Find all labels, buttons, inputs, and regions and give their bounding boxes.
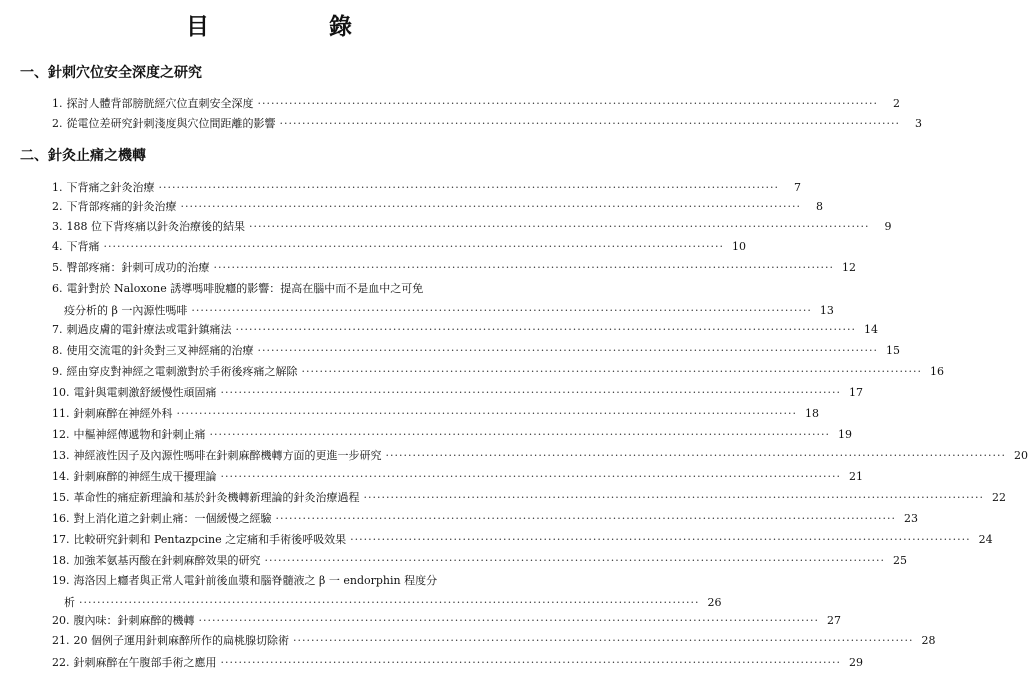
entry-title: 加強苯氨基丙酸在針刺麻醉效果的研究 — [73, 554, 261, 567]
entry-page-number: 2 — [893, 97, 901, 110]
leader-dots: ·········································································································································· — [350, 533, 971, 546]
entry-number: 21. — [52, 634, 70, 647]
leader-dots: ·········································································································································· — [257, 97, 879, 110]
entry-page-number: 16 — [930, 365, 945, 378]
entry-page-number: 19 — [838, 428, 853, 441]
entry-page-number: 20 — [1014, 449, 1028, 462]
entry-number: 22. — [52, 656, 70, 669]
entry-title: 腹內味：針刺麻醉的機轉 — [73, 614, 195, 627]
leader-dots: ·········································································································································· — [209, 428, 831, 441]
toc-entry[interactable] — [52, 200, 824, 214]
entry-page-number: 27 — [827, 614, 842, 627]
leader-dots: ·········································································································································· — [301, 365, 923, 378]
leader-dots: ·········································································································································· — [176, 407, 798, 420]
entry-title: 中樞神經傳遞物和針刺止痛 — [73, 428, 206, 441]
leader-dots: ·········································································································································· — [220, 470, 842, 483]
leader-dots: ·········································································································································· — [198, 614, 820, 627]
toc-entry[interactable] — [52, 533, 993, 547]
toc-entry[interactable] — [52, 554, 908, 568]
entry-page-number: 28 — [921, 634, 936, 647]
leader-dots: ·········································································································································· — [235, 323, 857, 336]
toc-entry[interactable] — [52, 282, 834, 318]
leader-dots: ·········································································································································· — [220, 386, 842, 399]
leader-dots: ·········································································································································· — [385, 449, 1007, 462]
entry-page-number: 21 — [849, 470, 864, 483]
section-heading: 二、針灸止痛之機轉 — [20, 148, 146, 164]
entry-page-number: 17 — [849, 386, 864, 399]
entry-page-number: 12 — [842, 261, 857, 274]
entry-title: 從電位差研究針刺淺度與穴位間距離的影響 — [66, 117, 276, 130]
entry-title: 探討人體背部膀胱經穴位直刺安全深度 — [66, 97, 254, 110]
toc-entry[interactable] — [52, 323, 879, 337]
entry-page-number: 15 — [886, 344, 901, 357]
leader-dots: ·········································································································································· — [293, 634, 914, 647]
leader-dots: ·········································································································································· — [264, 554, 886, 567]
entry-page-number: 18 — [805, 407, 820, 420]
entry-page-number: 26 — [707, 596, 722, 609]
leader-dots: ·········································································································································· — [257, 344, 879, 357]
toc-entry[interactable] — [52, 470, 864, 484]
entry-number: 14. — [52, 470, 70, 483]
entry-title: 經由穿皮對神經之電刺激對於手術後疼痛之解除 — [66, 365, 298, 378]
entry-title-continued: 疫分析的 β 一內源性嗎啡 — [64, 304, 188, 317]
toc-entry[interactable] — [52, 614, 842, 628]
entry-number: 13. — [52, 449, 70, 462]
entry-title: 神經液性因子及內源性嗎啡在針刺麻醉機轉方面的更進一步研究 — [73, 449, 382, 462]
toc-entry[interactable] — [52, 407, 820, 421]
entry-title: 比較研究針刺和 Pentazpcine 之定痛和手術後呼吸效果 — [73, 533, 347, 546]
entry-page-number: 24 — [978, 533, 993, 546]
entry-number: 17. — [52, 533, 70, 546]
entry-title: 電針與電刺激舒緩慢性頑固痛 — [73, 386, 217, 399]
toc-entry[interactable] — [52, 97, 901, 111]
leader-dots: ·········································································································································· — [220, 656, 842, 669]
entry-title: 188 位下背疼痛以針灸治療後的結果 — [66, 220, 245, 233]
entry-page-number: 22 — [992, 491, 1007, 504]
toc-entry[interactable] — [52, 240, 747, 254]
entry-title: 使用交流電的針灸對三叉神經痛的治療 — [66, 344, 254, 357]
entry-number: 12. — [52, 428, 70, 441]
entry-page-number: 7 — [794, 181, 802, 194]
leader-dots: ·········································································································································· — [103, 240, 725, 253]
entry-title: 電針對於 Naloxone 誘導嗎啡脫癮的影響：提高在腦中而不是血中之可免 — [66, 282, 424, 295]
toc-entry[interactable] — [52, 449, 1028, 463]
toc-entry[interactable] — [52, 261, 857, 275]
entry-number: 1. — [52, 181, 63, 194]
entry-title: 革命性的痛症新理論和基於針灸機轉新理論的針灸治療過程 — [73, 491, 360, 504]
leader-dots: ·········································································································································· — [158, 181, 780, 194]
entry-number: 2. — [52, 200, 63, 213]
entry-page-number: 25 — [893, 554, 908, 567]
entry-title: 針刺麻醉的神經生成干擾理論 — [73, 470, 217, 483]
entry-number: 5. — [52, 261, 63, 274]
toc-entry[interactable] — [52, 117, 923, 131]
entry-title: 對上消化道之針刺止痛：一個緩慢之經驗 — [73, 512, 272, 525]
entry-title: 下背痛 — [66, 240, 100, 253]
toc-entry[interactable] — [52, 344, 901, 358]
entry-number: 19. — [52, 574, 70, 587]
entry-title: 下背部疼痛的針灸治療 — [66, 200, 177, 213]
entry-page-number: 23 — [904, 512, 919, 525]
leader-dots: ·········································································································································· — [180, 200, 802, 213]
toc-entry[interactable] — [52, 634, 936, 648]
section-heading: 一、針刺穴位安全深度之研究 — [20, 65, 202, 81]
entry-title: 臀部疼痛：針刺可成功的治療 — [66, 261, 210, 274]
page-title: 目 錄 — [185, 13, 408, 40]
entry-page-number: 8 — [816, 200, 824, 213]
entry-page-number: 10 — [732, 240, 747, 253]
entry-number: 10. — [52, 386, 70, 399]
entry-title: 20 個例子運用針刺麻醉所作的扁桃腺切除術 — [73, 634, 289, 647]
entry-page-number: 9 — [884, 220, 892, 233]
entry-number: 8. — [52, 344, 63, 357]
toc-entry[interactable] — [52, 656, 864, 670]
entry-number: 16. — [52, 512, 70, 525]
leader-dots: ·········································································································································· — [279, 117, 901, 130]
entry-title: 針刺麻醉在午腹部手術之應用 — [73, 656, 217, 669]
toc-entry[interactable] — [52, 220, 892, 234]
entry-number: 4. — [52, 240, 63, 253]
leader-dots: ·········································································································································· — [213, 261, 835, 274]
entry-page-number: 3 — [915, 117, 923, 130]
toc-entry[interactable] — [52, 181, 802, 195]
entry-number: 11. — [52, 407, 70, 420]
entry-number: 7. — [52, 323, 63, 336]
entry-page-number: 29 — [849, 656, 864, 669]
toc-entry[interactable] — [52, 512, 919, 526]
toc-entry[interactable] — [52, 428, 853, 442]
leader-dots: ·········································································································································· — [79, 596, 700, 609]
toc-entry[interactable] — [52, 491, 1007, 505]
entry-title: 下背痛之針灸治療 — [66, 181, 155, 194]
entry-number: 15. — [52, 491, 70, 504]
entry-title-continued: 析 — [64, 596, 75, 609]
leader-dots: ·········································································································································· — [275, 512, 897, 525]
entry-title: 刺過皮膚的電針療法或電針鎮痛法 — [66, 323, 232, 336]
entry-title: 海洛因上癮者與正常人電針前後血漿和腦脊髓液之 β 一 endorphin 程度分 — [73, 574, 438, 587]
entry-number: 18. — [52, 554, 70, 567]
entry-number: 3. — [52, 220, 63, 233]
entry-number: 6. — [52, 282, 63, 295]
entry-title: 針刺麻醉在神經外科 — [73, 407, 173, 420]
entry-number: 2. — [52, 117, 63, 130]
leader-dots: ·········································································································································· — [363, 491, 985, 504]
toc-entry[interactable] — [52, 365, 945, 379]
entry-number: 20. — [52, 614, 70, 627]
toc-entry[interactable] — [52, 574, 722, 610]
toc-entry[interactable] — [52, 386, 864, 400]
leader-dots: ·········································································································································· — [191, 304, 812, 317]
leader-dots: ·········································································································································· — [249, 220, 870, 233]
entry-number: 1. — [52, 97, 63, 110]
entry-page-number: 13 — [819, 304, 834, 317]
entry-number: 9. — [52, 365, 63, 378]
entry-page-number: 14 — [864, 323, 879, 336]
